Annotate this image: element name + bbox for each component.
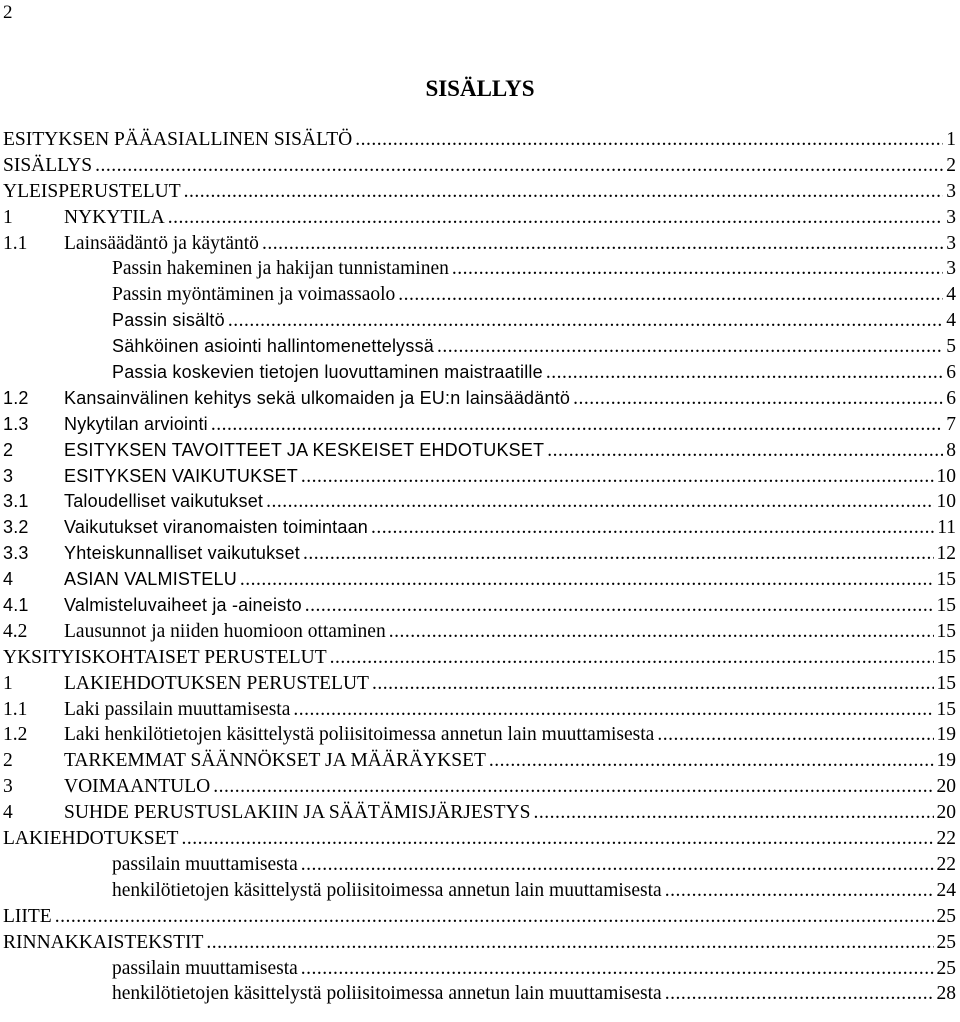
toc-entry[interactable]: [3, 438, 956, 464]
toc-entry-label: Passin sisältö: [112, 310, 225, 331]
toc-entry[interactable]: [3, 593, 956, 619]
toc-entry-label: Laki passilain muuttamisesta: [64, 698, 291, 720]
dot-leader: [398, 282, 943, 308]
toc-entry-label: ESITYKSEN TAVOITTEET JA KESKEISET EHDOTUKSET: [64, 439, 545, 460]
page-title: [0, 76, 960, 102]
dot-leader: [95, 153, 943, 179]
dot-leader: [546, 360, 943, 386]
toc-entry-number: 1: [3, 672, 13, 694]
dot-leader: [389, 619, 934, 645]
toc-entry-page: 3: [946, 258, 956, 280]
dot-leader: [372, 671, 934, 697]
toc-entry-label: ESITYKSEN VAIKUTUKSET: [64, 465, 298, 486]
dot-leader: [573, 386, 943, 412]
toc-entry-number: 3: [3, 465, 14, 486]
dot-leader: [55, 904, 934, 930]
dot-leader: [371, 515, 934, 541]
toc-entry-number: 4.2: [3, 620, 28, 642]
toc-entry[interactable]: [3, 231, 956, 257]
toc-entry-number: 2: [3, 439, 14, 460]
toc-entry-page: 25: [936, 905, 956, 927]
toc-entry-page: 10: [936, 465, 956, 487]
toc-entry-label: RINNAKKAISTEKSTIT: [3, 931, 204, 953]
toc-entry-page: 10: [936, 491, 956, 513]
toc-entry-page: 25: [936, 957, 956, 979]
dot-leader: [657, 722, 933, 748]
toc-entry-number: 1.2: [3, 724, 28, 746]
toc-entry-page: 22: [936, 828, 956, 850]
toc-entry-label: ASIAN VALMISTELU: [64, 569, 237, 590]
toc-entry-page: 11: [937, 517, 956, 539]
toc-entry-page: 28: [936, 983, 956, 1005]
toc-entry-label: SISÄLLYS: [3, 154, 93, 176]
toc-entry-label: Passia koskevien tietojen luovuttaminen maistraatille: [112, 362, 543, 383]
toc-entry[interactable]: [3, 386, 956, 412]
toc-entry[interactable]: [3, 697, 956, 723]
dot-leader: [547, 438, 943, 464]
toc-entry[interactable]: [3, 878, 956, 904]
toc-entry[interactable]: [3, 205, 956, 231]
toc-entry-label: LIITE: [3, 905, 52, 927]
toc-entry-page: 15: [936, 646, 956, 668]
toc-entry-label: YLEISPERUSTELUT: [3, 180, 181, 202]
toc-entry-page: 3: [946, 206, 956, 228]
toc-entry-number: 2: [3, 750, 13, 772]
toc-entry-label: SUHDE PERUSTUSLAKIIN JA SÄÄTÄMISJÄRJESTYS: [64, 802, 531, 824]
toc-entry[interactable]: [3, 153, 956, 179]
dot-leader: [452, 256, 943, 282]
toc-entry-label: Vaikutukset viranomaisten toimintaan: [64, 517, 369, 538]
dot-leader: [303, 541, 934, 567]
toc-entry[interactable]: [3, 515, 956, 541]
toc-entry-page: 3: [946, 232, 956, 254]
toc-entry-number: 3: [3, 776, 13, 798]
dot-leader: [355, 127, 943, 153]
dot-leader: [665, 981, 934, 1007]
dot-leader: [168, 205, 944, 231]
toc-entry-label: LAKIEHDOTUKSEN PERUSTELUT: [64, 672, 369, 694]
toc-entry[interactable]: [3, 334, 956, 360]
toc-entry-label: YKSITYISKOHTAISET PERUSTELUT: [3, 646, 327, 668]
page-number: 2: [3, 2, 13, 23]
toc-entry-number: 1.1: [3, 698, 28, 720]
toc-entry-label: henkilötietojen käsittelystä poliisitoimessa annetun lain muuttamisesta: [112, 983, 662, 1005]
dot-leader: [228, 308, 943, 334]
toc-entry-label: Lausunnot ja niiden huomioon ottaminen: [64, 620, 386, 642]
toc-entry[interactable]: [3, 256, 956, 282]
toc-entry-page: 2: [946, 154, 956, 176]
toc-entry[interactable]: [3, 308, 956, 334]
toc-entry-label: henkilötietojen käsittelystä poliisitoimessa annetun lain muuttamisesta: [112, 879, 662, 901]
toc-entry-page: 25: [936, 931, 956, 953]
dot-leader: [533, 800, 933, 826]
toc-entry-page: 20: [936, 776, 956, 798]
toc-entry-page: 15: [936, 620, 956, 642]
toc-entry[interactable]: [3, 774, 956, 800]
toc-entry-page: 22: [936, 853, 956, 875]
dot-leader: [184, 179, 944, 205]
toc-entry-label: Nykytilan arviointi: [64, 413, 208, 434]
dot-leader: [437, 334, 943, 360]
toc-entry-label: Yhteiskunnalliset vaikutukset: [64, 543, 300, 564]
toc-entry-label: VOIMAANTULO: [64, 776, 211, 798]
toc-entry[interactable]: [3, 826, 956, 852]
toc-entry-page: 7: [946, 413, 956, 435]
toc-entry[interactable]: [3, 360, 956, 386]
dot-leader: [240, 567, 934, 593]
toc-entry-page: 4: [946, 284, 956, 306]
toc-entry-number: 4.1: [3, 595, 29, 616]
toc-entry-label: Passin hakeminen ja hakijan tunnistaminen: [112, 258, 449, 280]
toc-entry-page: 19: [936, 750, 956, 772]
toc-entry[interactable]: [3, 179, 956, 205]
toc-entry-page: 4: [946, 310, 956, 332]
toc-entry-page: 20: [936, 802, 956, 824]
toc-entry[interactable]: [3, 956, 956, 982]
toc-entry-page: 24: [936, 879, 956, 901]
toc-entry-label: Taloudelliset vaikutukset: [64, 491, 264, 512]
toc-entry[interactable]: [3, 412, 956, 438]
toc-entry-number: 3.2: [3, 517, 29, 538]
toc-entry-page: 12: [936, 543, 956, 565]
toc-entry-page: 15: [936, 569, 956, 591]
toc-entry[interactable]: [3, 852, 956, 878]
toc-entry-label: Kansainvälinen kehitys sekä ulkomaiden ja EU:n lainsäädäntö: [64, 387, 571, 408]
toc-entry[interactable]: [3, 904, 956, 930]
toc-entry-label: Sähköinen asiointi hallintomenettelyssä: [112, 336, 434, 357]
toc-entry-number: 3.1: [3, 491, 29, 512]
toc-entry-label: Passin myöntäminen ja voimassaolo: [112, 284, 396, 306]
toc-entry-number: 4: [3, 569, 14, 590]
dot-leader: [293, 697, 933, 723]
toc-entry-label: NYKYTILA: [64, 206, 165, 228]
toc-entry-label: LAKIEHDOTUKSET: [3, 828, 179, 850]
toc-entry-page: 15: [936, 672, 956, 694]
toc-entry[interactable]: [3, 671, 956, 697]
toc-entry[interactable]: [3, 800, 956, 826]
toc-entry-page: 3: [946, 180, 956, 202]
toc-entry[interactable]: [3, 541, 956, 567]
toc-entry-label: Lainsäädäntö ja käytäntö: [64, 232, 259, 254]
toc-entry-label: Laki henkilötietojen käsittelystä poliisitoimessa annetun lain muuttamisesta: [64, 724, 655, 746]
toc-entry[interactable]: [3, 930, 956, 956]
dot-leader: [305, 593, 934, 619]
dot-leader: [330, 645, 934, 671]
dot-leader: [181, 826, 933, 852]
dot-leader: [301, 956, 934, 982]
dot-leader: [266, 489, 933, 515]
dot-leader: [213, 774, 933, 800]
dot-leader: [211, 412, 943, 438]
dot-leader: [206, 930, 933, 956]
toc-entry[interactable]: [3, 127, 956, 153]
toc-entry-label: passilain muuttamisesta: [112, 853, 298, 875]
toc-entry[interactable]: [3, 567, 956, 593]
toc-entry[interactable]: [3, 748, 956, 774]
toc-entry-number: 1: [3, 206, 13, 228]
toc-entry-number: 1.1: [3, 232, 28, 254]
dot-leader: [301, 464, 934, 490]
toc-entry[interactable]: [3, 645, 956, 671]
toc-entry-label: passilain muuttamisesta: [112, 957, 298, 979]
dot-leader: [262, 231, 943, 257]
toc-entry-label: ESITYKSEN PÄÄASIALLINEN SISÄLTÖ: [3, 129, 353, 150]
title-text: SISÄLLYS: [425, 76, 535, 101]
dot-leader: [489, 748, 934, 774]
toc-entry-number: 1.3: [3, 413, 29, 434]
dot-leader: [665, 878, 934, 904]
toc-entry-number: 1.2: [3, 387, 29, 408]
toc-entry-label: Valmisteluvaiheet ja -aineisto: [64, 595, 302, 616]
toc-entry-number: 3.3: [3, 543, 29, 564]
toc-entry-number: 4: [3, 802, 13, 824]
toc-entry-page: 15: [936, 595, 956, 617]
table-of-contents: [3, 127, 956, 1007]
toc-entry-page: 8: [946, 439, 956, 461]
toc-entry[interactable]: [3, 981, 956, 1007]
dot-leader: [301, 852, 934, 878]
toc-entry-label: TARKEMMAT SÄÄNNÖKSET JA MÄÄRÄYKSET: [64, 750, 486, 772]
toc-entry[interactable]: [3, 722, 956, 748]
toc-entry[interactable]: [3, 489, 956, 515]
toc-entry-page: 6: [946, 362, 956, 384]
toc-entry-page: 1: [946, 129, 956, 150]
toc-entry[interactable]: [3, 464, 956, 490]
toc-entry-page: 6: [946, 387, 956, 409]
toc-entry[interactable]: [3, 282, 956, 308]
toc-entry-page: 15: [936, 698, 956, 720]
toc-entry-page: 19: [936, 724, 956, 746]
toc-entry[interactable]: [3, 619, 956, 645]
toc-entry-page: 5: [946, 336, 956, 358]
